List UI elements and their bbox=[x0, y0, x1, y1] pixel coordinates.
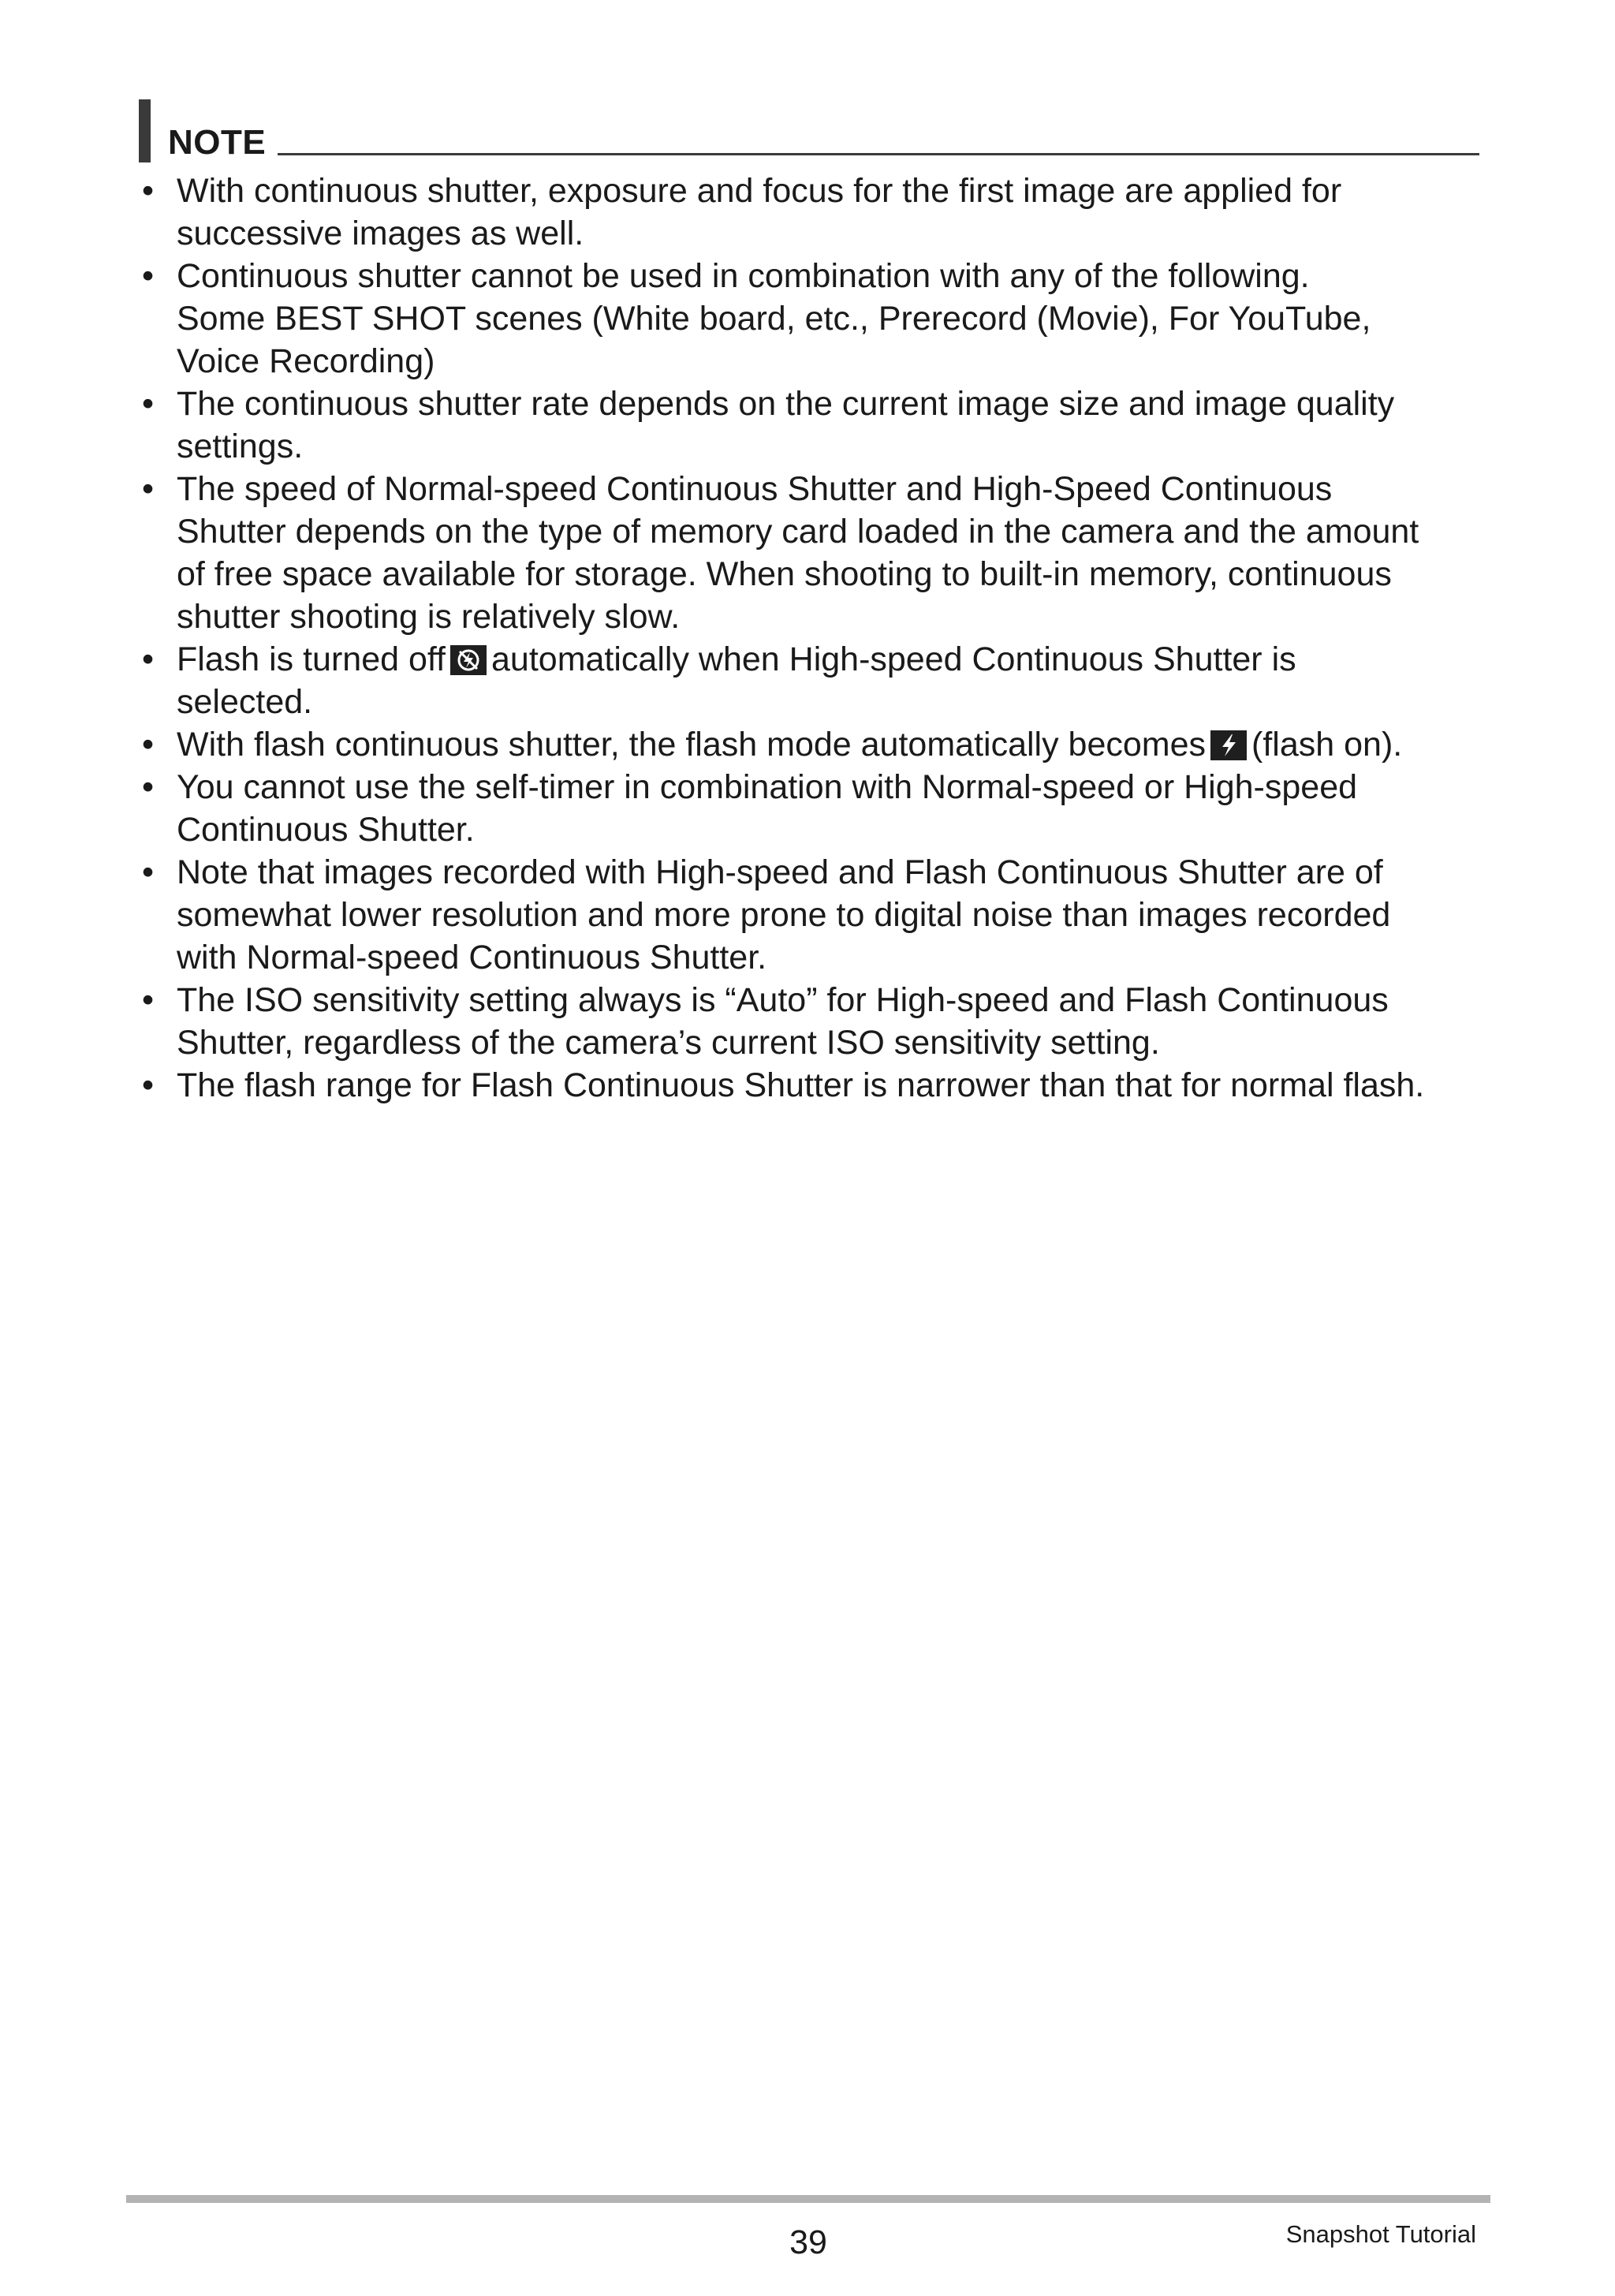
note-item bbox=[139, 383, 1495, 468]
note-item-text-after: (flash on). bbox=[1251, 726, 1403, 763]
footer-rule bbox=[126, 2195, 1490, 2203]
note-item bbox=[139, 170, 1495, 255]
section-name: Snapshot Tutorial bbox=[1285, 2220, 1476, 2248]
bullet: • bbox=[142, 172, 155, 210]
note-item bbox=[139, 1064, 1495, 1107]
flash-off-icon bbox=[450, 645, 487, 675]
bullet: • bbox=[142, 257, 155, 295]
flash-on-icon bbox=[1210, 730, 1247, 760]
note-item bbox=[139, 723, 1495, 766]
note-item-text: The continuous shutter rate depends on the current image size and image quality settings. bbox=[177, 385, 1395, 465]
bullet: • bbox=[142, 640, 155, 678]
note-item bbox=[139, 255, 1495, 383]
note-item-text: The ISO sensitivity setting always is “Auto” for High-speed and Flash Continuous Shutter, regardless of the camera’s current ISO sensitivity setting. bbox=[177, 981, 1389, 1062]
bullet: • bbox=[142, 385, 155, 423]
note-item-text: Note that images recorded with High-speed and Flash Continuous Shutter are of somewhat lower resolution and more prone to digital noise than images recorded with Normal-speed Continuous Shutter. bbox=[177, 853, 1391, 976]
note-title: NOTE bbox=[168, 123, 267, 162]
page-number: 39 bbox=[789, 2223, 827, 2261]
note-item bbox=[139, 851, 1495, 979]
note-item bbox=[139, 979, 1495, 1064]
note-item-text-before: Flash is turned off bbox=[177, 640, 446, 678]
note-list bbox=[139, 170, 1495, 1107]
note-item bbox=[139, 468, 1495, 638]
note-item-text: The speed of Normal-speed Continuous Shutter and High-Speed Continuous Shutter depends on the type of memory card loaded in the camera and the amount of free space available for storage. When shooting to built-in memory, continuous shutter shooting is relatively slow. bbox=[177, 470, 1419, 636]
note-marker-bar bbox=[139, 99, 151, 162]
note-item-text: Continuous shutter cannot be used in combination with any of the following. Some BEST SHOT scenes (White board, etc., Prerecord (Movie), For YouTube, Voice Recording) bbox=[177, 257, 1371, 380]
bullet: • bbox=[142, 470, 155, 508]
bullet: • bbox=[142, 853, 155, 891]
bullet: • bbox=[142, 1066, 155, 1104]
bullet: • bbox=[142, 981, 155, 1019]
bullet: • bbox=[142, 726, 155, 763]
note-item-text-after: automatically when High-speed Continuous Shutter is selected. bbox=[177, 640, 1296, 721]
note-rule bbox=[278, 153, 1479, 155]
note-item bbox=[139, 766, 1495, 851]
note-item-text-before: With flash continuous shutter, the flash mode automatically becomes bbox=[177, 726, 1207, 763]
note-header bbox=[139, 99, 1479, 162]
bullet: • bbox=[142, 768, 155, 806]
note-item-text: You cannot use the self-timer in combination with Normal-speed or High-speed Continuous Shutter. bbox=[177, 768, 1358, 849]
note-item-text: The flash range for Flash Continuous Shutter is narrower than that for normal flash. bbox=[177, 1066, 1425, 1104]
note-item bbox=[139, 638, 1495, 723]
note-item-text: With continuous shutter, exposure and focus for the first image are applied for successive images as well. bbox=[177, 172, 1342, 252]
